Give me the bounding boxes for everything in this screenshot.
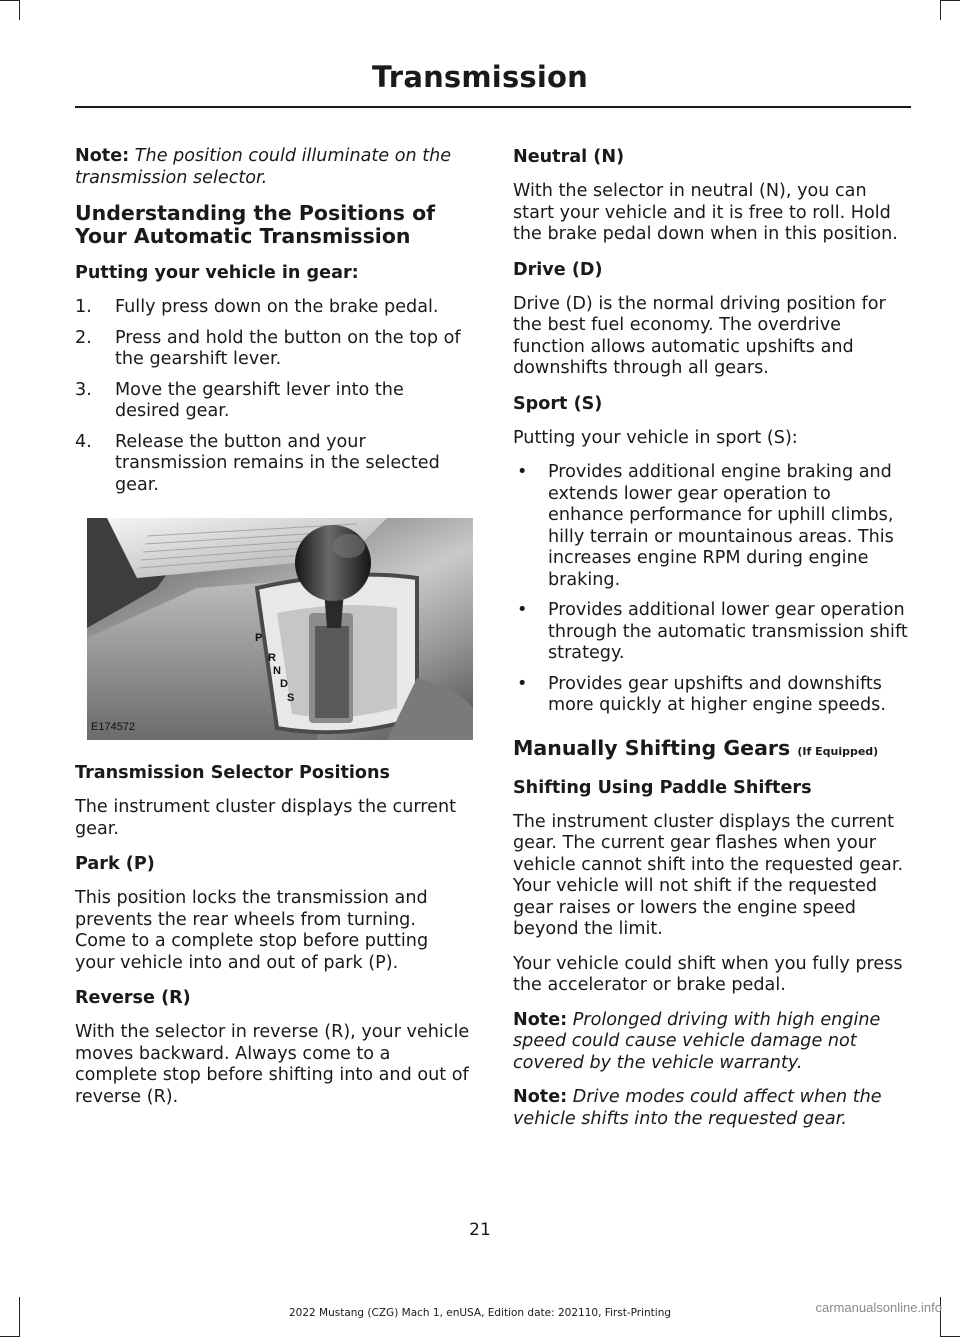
crop-mark [0,0,20,1]
paragraph: Putting your vehicle in sport (S): [513,427,798,448]
note [75,146,470,189]
paragraph: The instrument cluster displays the current gear. [75,797,456,839]
gear-selector-illustration [87,518,473,740]
list-item [513,600,908,665]
page-number: 21 [469,1220,491,1240]
page-title: Transmission [372,60,588,94]
gear-letter-s: S [287,692,295,704]
crop-mark [19,0,20,20]
subheading: Reverse (R) [75,988,191,1008]
bullet-icon: • [517,673,528,694]
section-heading: Understanding the Positions of Your Automatic Transmission [75,201,436,248]
note [513,1010,908,1075]
subheading: Sport (S) [513,393,603,414]
left-column [75,146,470,1121]
bullet-text: Provides gear upshifts and downshifts more quickly at higher engine speeds. [548,673,886,715]
paragraph: The instrument cluster displays the current gear. The current gear flashes when your vehicle cannot shift into the requested gear. Your vehicle will not shift if the requested gear raises or lowers the engine speed beyond the limit. [513,811,904,939]
gear-letter-p: P [255,632,263,644]
step-number: 1. [75,297,92,317]
step-number: 2. [75,327,92,348]
list-item [513,462,908,591]
figure-code: E174572 [91,720,136,733]
gear-letter-r: R [268,652,276,664]
list-item [513,674,908,717]
bullet-icon: • [517,600,528,620]
note-text: Prolonged driving with high engine speed could cause vehicle damage not covered by the vehicle warranty. [513,1009,881,1073]
subheading: Putting your vehicle in gear: [75,263,359,283]
steps-list [75,297,470,496]
paragraph: This position locks the transmission and prevents the rear wheels from turning. Come to a complete stop before putting your vehicle into and out of park (P). [75,888,429,973]
gear-letter-d: D [280,678,288,690]
crop-mark [940,0,960,1]
watermark: carmanualsonline.info [815,1300,942,1315]
step-text: Fully press down on the brake pedal. [115,297,439,317]
section-heading [513,737,908,763]
gear-letter-n: N [273,665,281,677]
note-label: Note: [513,1087,568,1107]
crop-mark [940,0,941,20]
gear-selector-figure [87,518,473,740]
edition-line: 2022 Mustang (CZG) Mach 1, enUSA, Edition date: 202110, First-Printing [288,1307,672,1319]
note-text: The position could illuminate on the transmission selector. [75,146,452,188]
subheading: Neutral (N) [513,147,625,167]
note [513,1087,908,1130]
subheading: Drive (D) [513,259,603,280]
subheading: Transmission Selector Positions [75,763,390,783]
right-column [513,146,908,1143]
step-text: Move the gearshift lever into the desired gear. [115,379,404,421]
list-item [75,328,470,371]
paragraph: Your vehicle could shift when you fully press the accelerator or brake pedal. [513,953,903,995]
note-label: Note: [513,1009,568,1030]
header-divider [75,106,911,108]
step-text: Release the button and your transmission remains in the selected gear. [115,431,440,495]
equipped-tag: (If Equipped) [797,744,879,758]
bullet-list [513,462,908,717]
list-item [75,297,470,319]
bullet-text: Provides additional lower gear operation through the automatic transmission shift strategy. [548,600,908,663]
step-text: Press and hold the button on the top of the gearshift lever. [115,327,461,369]
list-item [75,380,470,423]
paragraph: With the selector in neutral (N), you can start your vehicle and it is free to roll. Hold the brake pedal down when in this position. [513,181,898,244]
paragraph: Drive (D) is the normal driving position for the best fuel economy. The overdrive function allows automatic upshifts and downshifts through all gears. [513,293,886,378]
paragraph: With the selector in reverse (R), your vehicle moves backward. Always come to a complete stop before shifting into and out of reverse (R). [75,1022,470,1107]
subheading: Shifting Using Paddle Shifters [513,777,812,798]
subheading: Park (P) [75,854,155,874]
note-label: Note: [75,146,130,166]
bullet-icon: • [517,462,528,482]
bullet-text: Provides additional engine braking and extends lower gear operation to enhance performance for uphill climbs, hilly terrain or mountainous areas. This increases engine RPM during engine braking. [548,462,894,590]
section-heading-text: Manually Shifting Gears [513,735,791,760]
note-text: Drive modes could affect when the vehicle shifts into the requested gear. [513,1087,882,1129]
step-number: 3. [75,379,92,400]
step-number: 4. [75,431,92,452]
list-item [75,432,470,497]
